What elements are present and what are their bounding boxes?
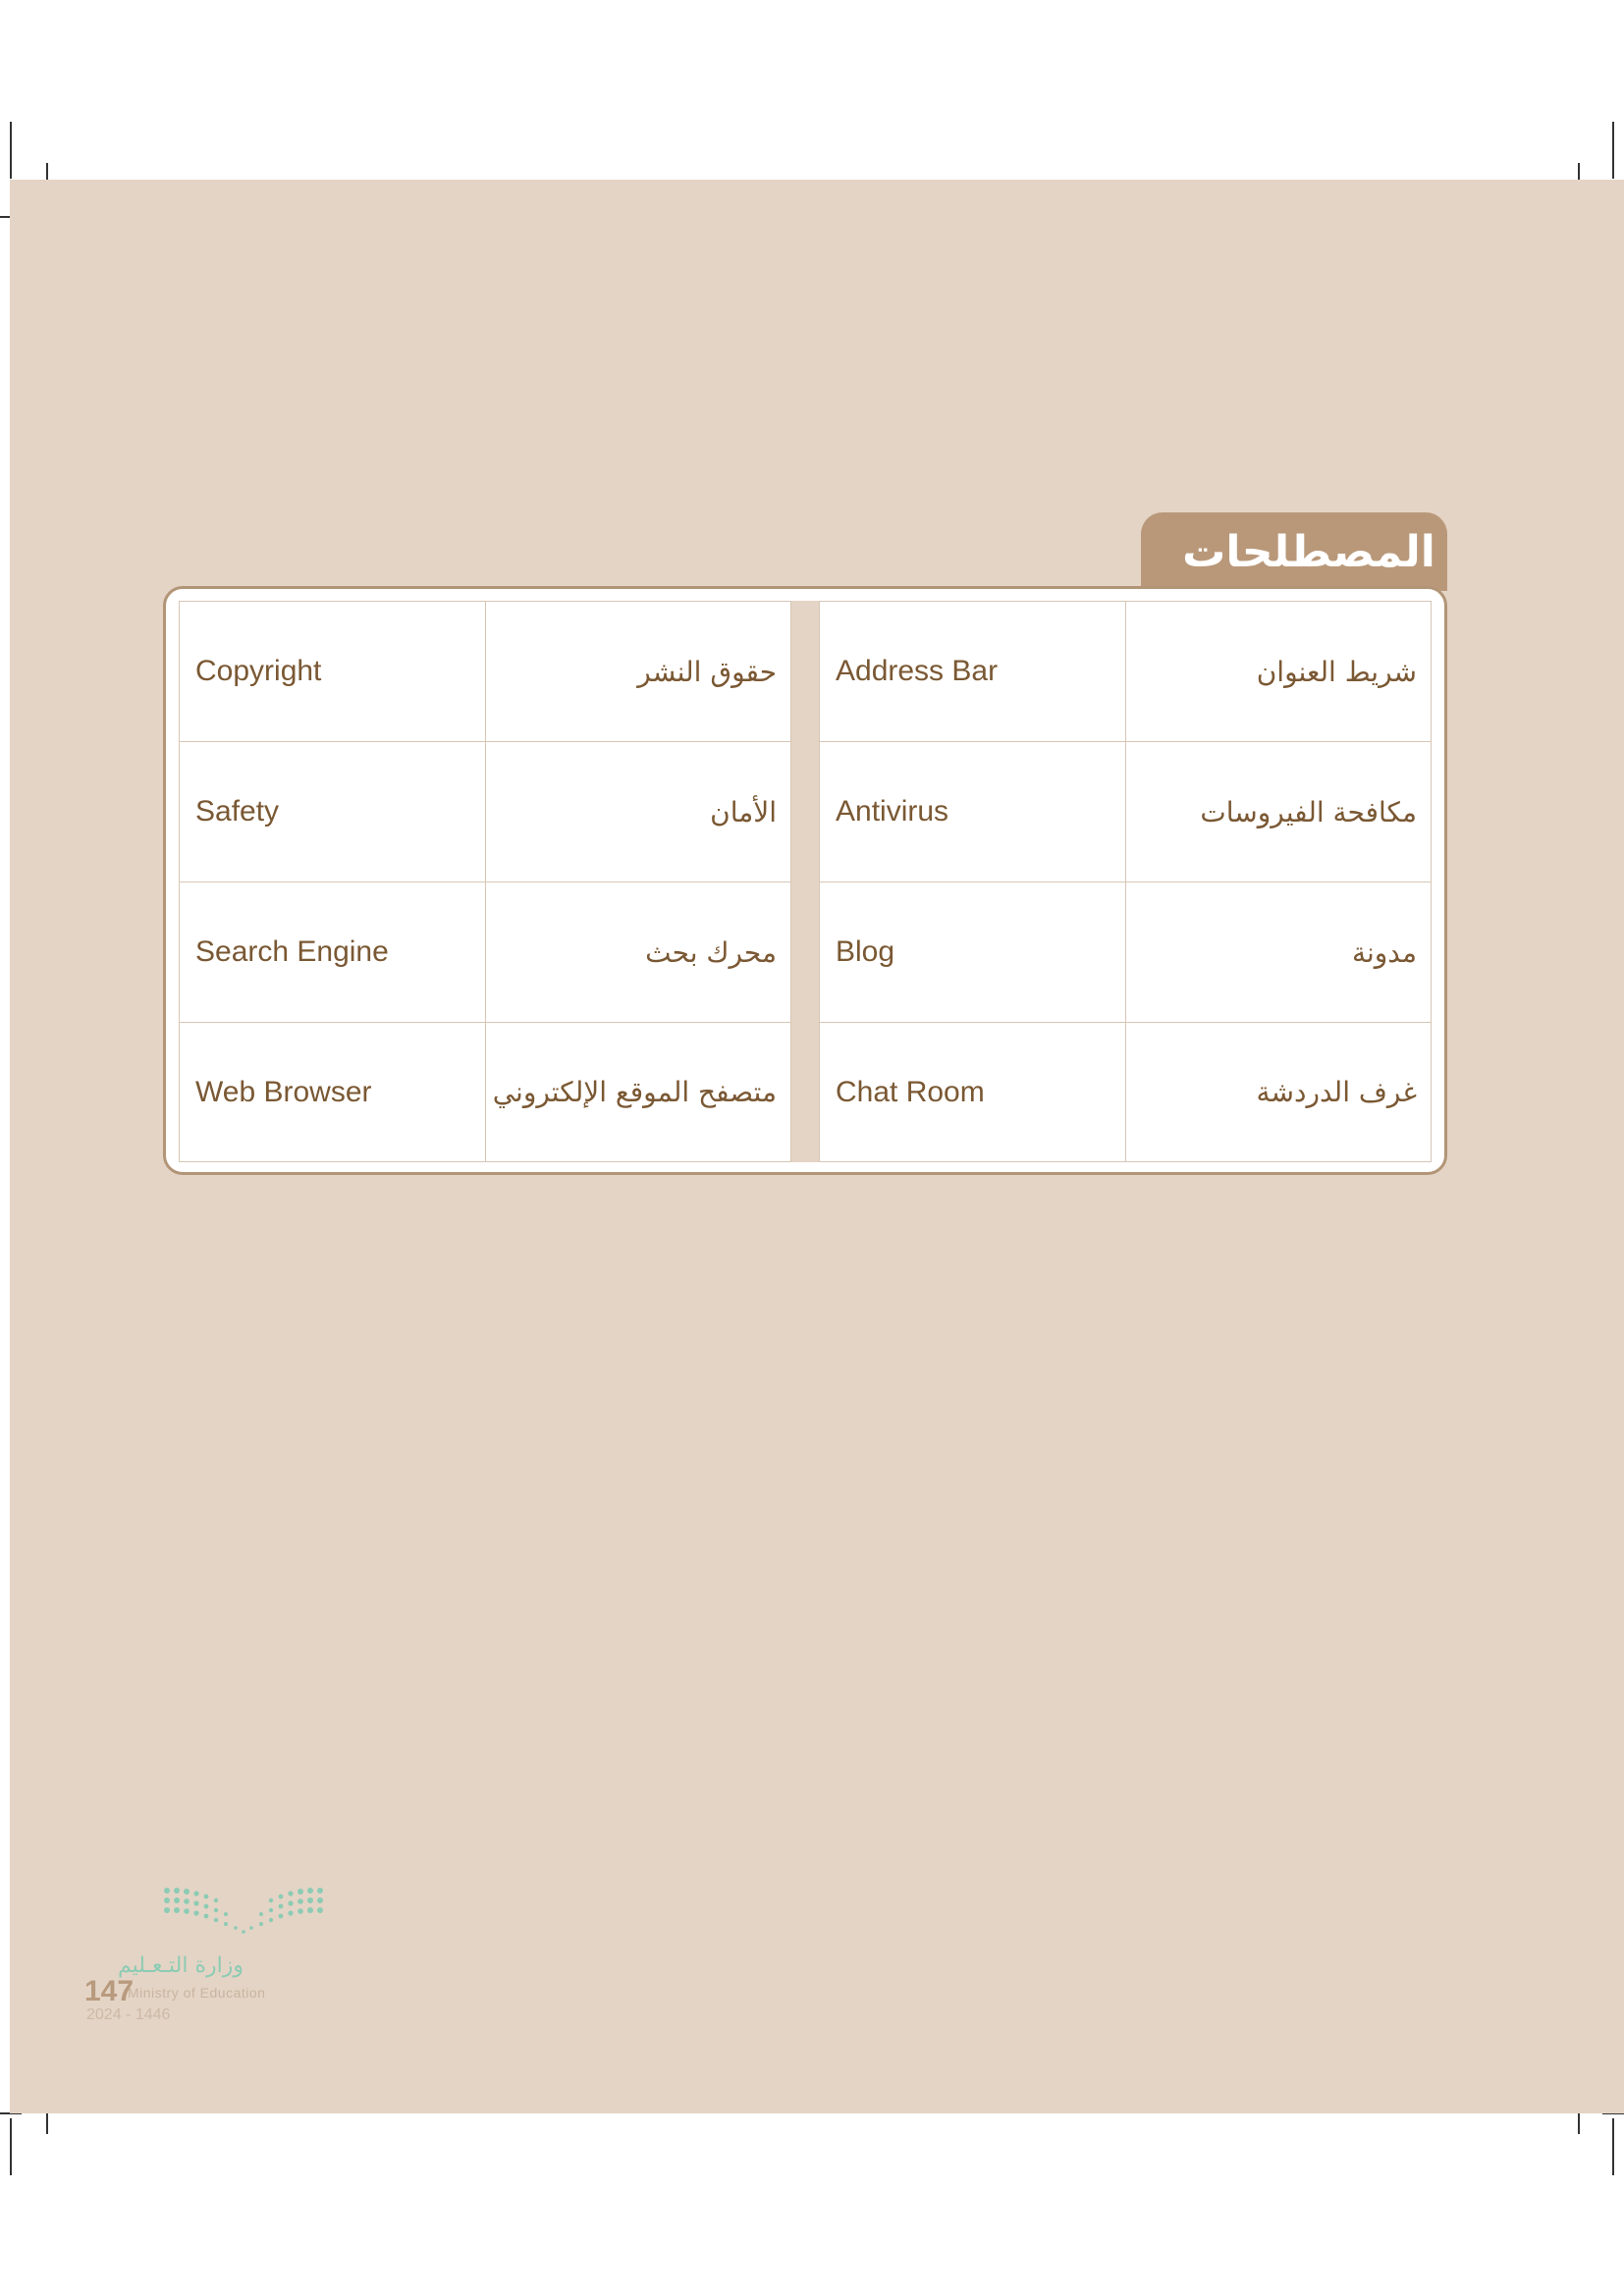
ministry-logo	[84, 1883, 340, 2030]
term-english: Search Engine	[179, 881, 485, 1022]
glossary-table	[179, 601, 1432, 1162]
term-arabic: حقوق النشر	[485, 601, 791, 741]
crop-mark	[10, 2118, 12, 2175]
term-english: Safety	[179, 741, 485, 881]
term-arabic: الأمان	[485, 741, 791, 881]
term-arabic: محرك بحث	[485, 881, 791, 1022]
glossary-title-tab	[1141, 512, 1447, 591]
crop-mark	[1612, 122, 1614, 179]
glossary-title: المصطلحات	[1182, 526, 1435, 577]
table-column-divider	[791, 601, 819, 1162]
term-arabic: شريط العنوان	[1125, 601, 1432, 741]
term-english: Web Browser	[179, 1022, 485, 1162]
ministry-name-arabic: وزارة التـعـليم	[117, 1953, 244, 1978]
term-english: Antivirus	[819, 741, 1125, 881]
term-arabic: غرف الدردشة	[1125, 1022, 1432, 1162]
term-english: Address Bar	[819, 601, 1125, 741]
term-english: Blog	[819, 881, 1125, 1022]
ministry-name-english: Ministry of Education	[128, 1985, 266, 2001]
year-range: 2024 - 1446	[86, 2006, 171, 2023]
term-arabic: مدونة	[1125, 881, 1432, 1022]
term-arabic: مكافحة الفيروسات	[1125, 741, 1432, 881]
term-english: Chat Room	[819, 1022, 1125, 1162]
term-english: Copyright	[179, 601, 485, 741]
crop-mark	[1612, 2118, 1614, 2175]
crop-mark	[10, 122, 12, 179]
ministry-dots-icon	[161, 1883, 328, 1942]
term-arabic: متصفح الموقع الإلكتروني	[485, 1022, 791, 1162]
page-number: 147	[84, 1975, 135, 2007]
